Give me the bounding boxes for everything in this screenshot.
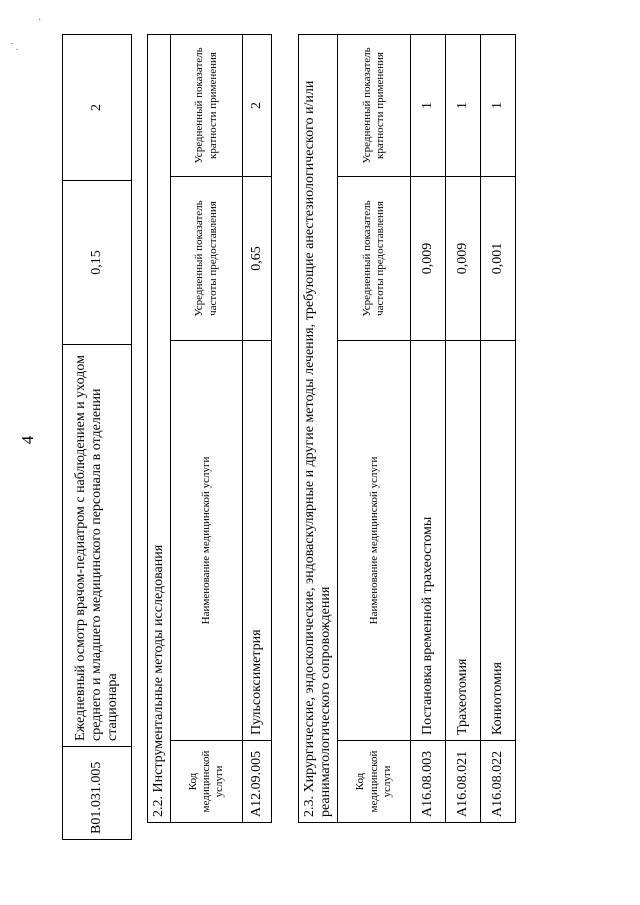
service-name: Пульсоксиметрия xyxy=(243,341,272,741)
multiplicity-value: 2 xyxy=(63,35,132,181)
multiplicity-value: 1 xyxy=(446,35,481,177)
table-row xyxy=(446,35,481,823)
service-code: B01.031.005 xyxy=(63,747,132,840)
service-code: A12.09.005 xyxy=(243,741,272,823)
header-multiplicity: Усредненный показатель кратности применения xyxy=(338,35,411,177)
header-multiplicity: Усредненный показатель кратности применения xyxy=(171,34,243,176)
service-code: A16.08.003 xyxy=(411,741,446,823)
header-row xyxy=(171,34,243,822)
table-row xyxy=(411,35,446,823)
table-row xyxy=(63,35,132,840)
section-title: 2.2. Инструментальные методы исследования xyxy=(148,34,171,822)
header-code: Код медицинской услуги xyxy=(338,741,411,823)
frequency-value: 0,009 xyxy=(446,177,481,341)
frequency-value: 0,15 xyxy=(63,181,132,345)
frequency-value: 0,009 xyxy=(411,177,446,341)
service-name: Постановка временной трахеостомы xyxy=(411,341,446,741)
header-name: Наименование медицинской услуги xyxy=(171,341,243,741)
section-title: 2.3. Хирургические, эндоскопические, эндоваскулярные и другие методы лечения, требующие анестезиологического и/или реаниматологического сопровождения xyxy=(299,35,338,823)
multiplicity-value: 1 xyxy=(411,35,446,177)
header-row xyxy=(338,35,411,823)
header-code: Код медицинской услуги xyxy=(171,741,243,823)
frequency-value: 0,001 xyxy=(481,177,516,341)
scan-speck: ˙ . xyxy=(10,42,19,53)
header-frequency: Усредненный показатель частоты предоставления xyxy=(171,177,243,341)
header-frequency: Усредненный показатель частоты предоставления xyxy=(338,177,411,341)
table-row xyxy=(243,34,272,822)
header-name: Наименование медицинской услуги xyxy=(338,341,411,741)
multiplicity-value: 2 xyxy=(243,34,272,176)
service-name: Трахеотомия xyxy=(446,341,481,741)
multiplicity-value: 1 xyxy=(481,35,516,177)
section-title-row xyxy=(148,34,171,822)
table-outpatient-continuation xyxy=(62,34,132,840)
service-name: Кониотомия xyxy=(481,341,516,741)
table-instrumental-methods xyxy=(147,34,272,823)
frequency-value: 0,65 xyxy=(243,177,272,341)
service-code: A16.08.021 xyxy=(446,741,481,823)
service-code: A16.08.022 xyxy=(481,741,516,823)
table-surgical-methods xyxy=(298,34,516,823)
page-number: 4 xyxy=(18,435,37,445)
section-title-row xyxy=(299,35,338,823)
service-name: Ежедневный осмотр врачом-педиатром с наблюдением и уходом среднего и младшего медицинского персонала в отделении стационара xyxy=(63,345,132,747)
scan-speck: · xyxy=(38,15,42,26)
table-row xyxy=(481,35,516,823)
